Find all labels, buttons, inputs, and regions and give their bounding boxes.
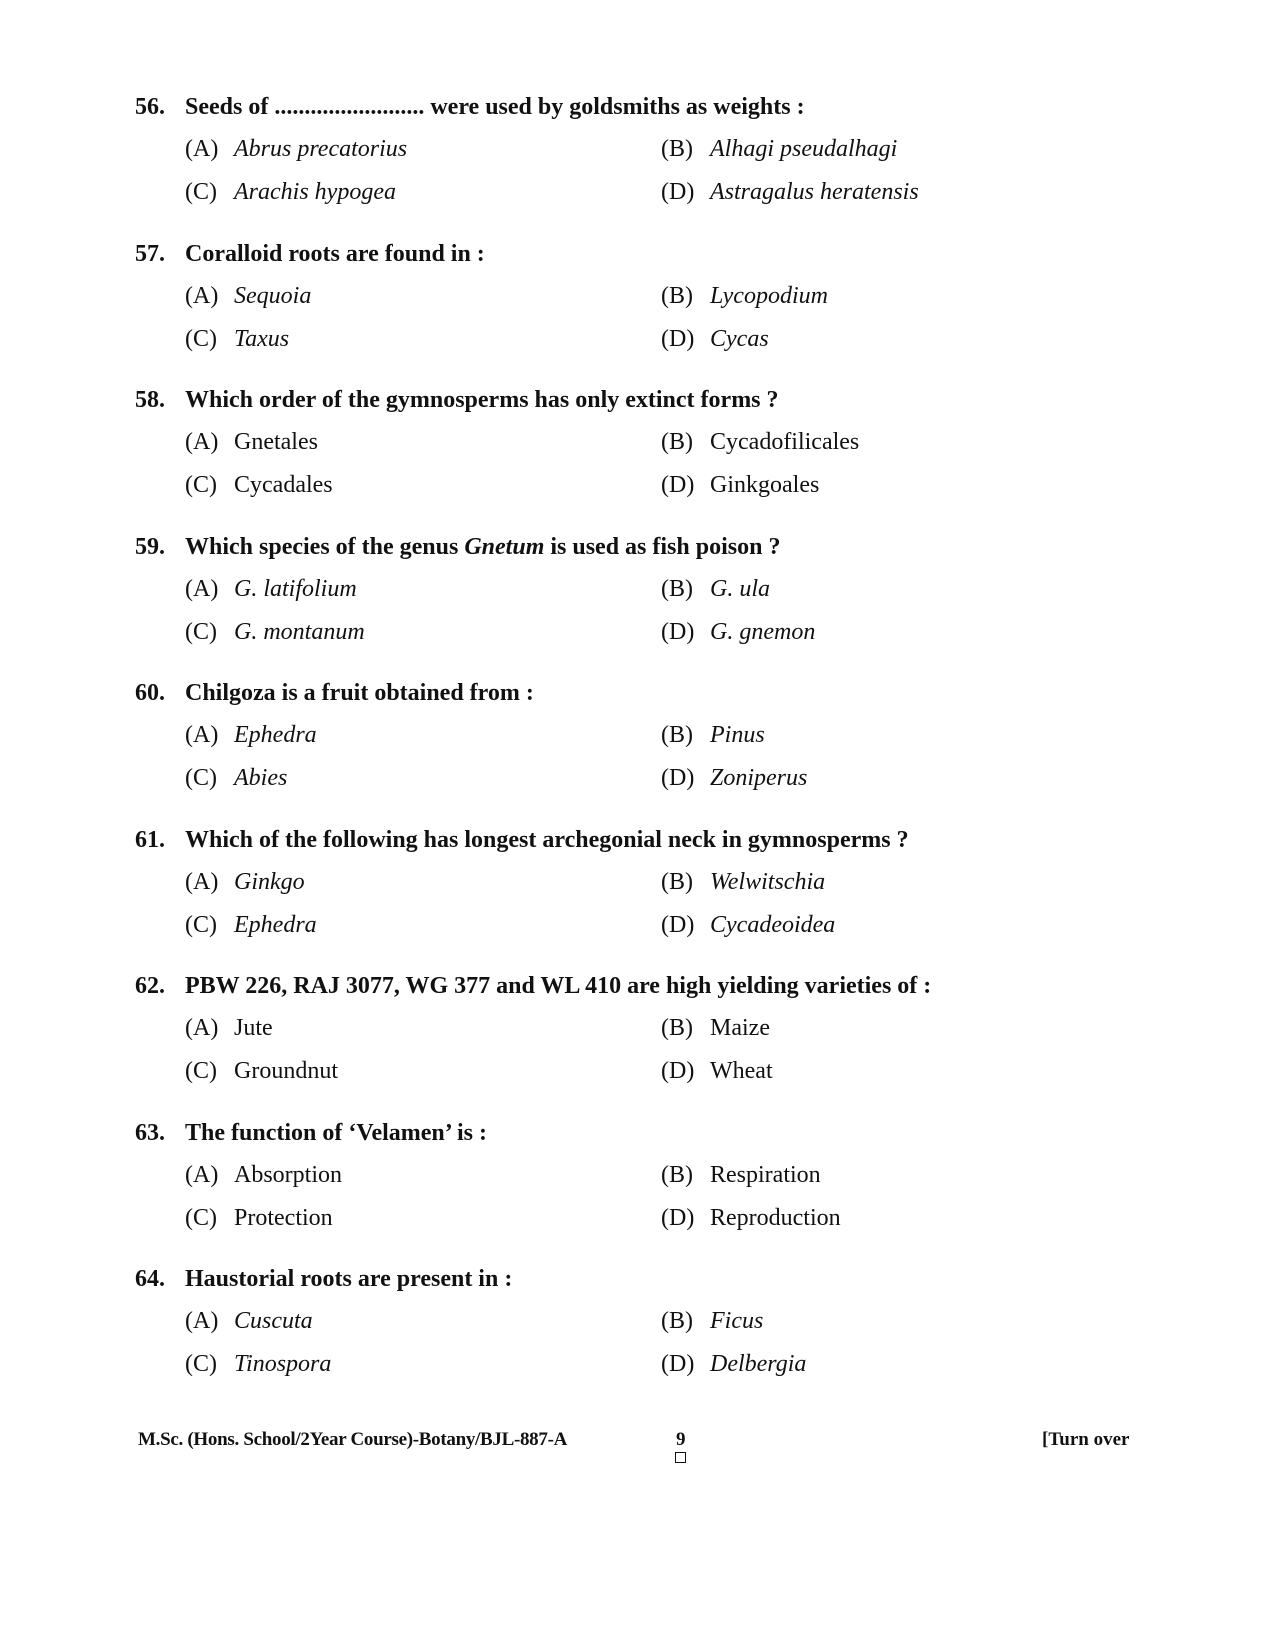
option-d — [661, 1349, 806, 1379]
question-stem — [135, 532, 780, 562]
option-text: Abies — [234, 765, 288, 791]
option-label: (B) — [661, 868, 693, 895]
option-a — [185, 427, 318, 457]
option-text: Welwitschia — [710, 868, 826, 895]
option-label: (D) — [661, 1351, 695, 1377]
option-a — [185, 134, 407, 164]
option-label: (C) — [185, 325, 217, 352]
option-label: (C) — [185, 1058, 217, 1084]
option-text: Ephedra — [234, 911, 317, 938]
question-number: 57. — [135, 240, 165, 267]
course-code: M.Sc. (Hons. School/2Year Course)-Botany/BJL-887-A — [138, 1429, 568, 1450]
question-stem — [135, 1118, 487, 1148]
option-c — [185, 617, 365, 647]
option-a — [185, 574, 357, 604]
option-label: (C) — [185, 618, 217, 645]
option-label: (D) — [661, 911, 695, 938]
option-label: (D) — [661, 179, 695, 205]
question-stem — [135, 385, 779, 415]
question-text-before: Which species of the genus — [185, 533, 465, 560]
question-56 — [135, 92, 1175, 239]
option-b — [661, 427, 859, 457]
option-b — [661, 1306, 763, 1336]
question-text: Haustorial roots are present in : — [185, 1266, 513, 1292]
question-number: 60. — [135, 680, 165, 706]
option-b — [661, 720, 765, 750]
option-text: Wheat — [710, 1058, 773, 1084]
question-number: 64. — [135, 1266, 165, 1292]
option-text: Cycas — [710, 325, 769, 352]
option-a — [185, 281, 311, 311]
option-text: Jute — [234, 1015, 273, 1041]
option-b — [661, 281, 828, 311]
option-text: Gnetales — [234, 429, 318, 455]
question-text: Seeds of ......................... were used by goldsmiths as weights : — [185, 94, 805, 120]
option-b — [661, 1160, 821, 1190]
option-a — [185, 1013, 273, 1043]
page-number: 9 — [676, 1429, 686, 1450]
option-text: Alhagi pseudalhagi — [710, 136, 898, 162]
question-63 — [135, 1118, 1175, 1265]
option-label: (A) — [185, 575, 219, 602]
question-number: 62. — [135, 973, 165, 999]
question-text: PBW 226, RAJ 3077, WG 377 and WL 410 are high yielding varieties of : — [185, 973, 932, 999]
option-label: (B) — [661, 429, 693, 455]
option-label: (C) — [185, 1204, 217, 1231]
option-d — [661, 177, 919, 207]
question-64 — [135, 1264, 1175, 1411]
option-label: (D) — [661, 472, 695, 498]
option-label: (A) — [185, 722, 219, 748]
question-number: 63. — [135, 1119, 165, 1146]
option-c — [185, 177, 396, 207]
option-text: Delbergia — [710, 1351, 807, 1377]
question-stem — [135, 971, 931, 1001]
option-label: (B) — [661, 1015, 693, 1041]
option-text: G. ula — [710, 575, 770, 602]
option-text: Maize — [710, 1015, 770, 1041]
question-58 — [135, 385, 1175, 532]
question-text-after: is used as fish poison ? — [544, 533, 781, 560]
question-number: 56. — [135, 94, 165, 120]
question-text: Chilgoza is a fruit obtained from : — [185, 680, 534, 706]
option-text: Ephedra — [234, 722, 317, 748]
option-a — [185, 1306, 313, 1336]
option-text: Taxus — [234, 325, 290, 352]
option-text: Reproduction — [710, 1204, 841, 1231]
option-text: Ginkgoales — [710, 472, 820, 498]
option-c — [185, 470, 333, 500]
option-label: (A) — [185, 282, 219, 309]
turn-over-note: [Turn over — [1042, 1429, 1130, 1450]
option-c — [185, 910, 317, 940]
option-text: Tinospora — [234, 1351, 332, 1377]
option-c — [185, 1056, 338, 1086]
question-61 — [135, 825, 1175, 972]
option-d — [661, 763, 807, 793]
option-text: Lycopodium — [710, 282, 828, 309]
question-stem — [135, 239, 485, 269]
option-label: (B) — [661, 1161, 693, 1188]
option-text: G. latifolium — [234, 575, 357, 602]
option-text: Abrus precatorius — [234, 136, 408, 162]
option-label: (B) — [661, 575, 693, 602]
option-d — [661, 1203, 841, 1233]
option-text: Pinus — [710, 722, 765, 748]
option-label: (B) — [661, 722, 693, 748]
option-text: G. montanum — [234, 618, 365, 645]
option-label: (A) — [185, 429, 219, 455]
question-60 — [135, 678, 1175, 825]
option-b — [661, 574, 770, 604]
question-text: Which order of the gymnosperms has only extinct forms ? — [185, 387, 779, 413]
question-stem — [135, 825, 909, 855]
option-label: (A) — [185, 1015, 219, 1041]
option-d — [661, 910, 835, 940]
option-text: G. gnemon — [710, 618, 816, 645]
option-label: (A) — [185, 136, 219, 162]
option-label: (C) — [185, 765, 217, 791]
question-number: 61. — [135, 826, 165, 853]
option-label: (A) — [185, 868, 219, 895]
option-label: (B) — [661, 136, 693, 162]
option-d — [661, 324, 769, 354]
option-b — [661, 867, 825, 897]
option-label: (C) — [185, 179, 217, 205]
question-text: The function of ‘Velamen’ is : — [185, 1119, 487, 1146]
question-stem — [135, 92, 805, 122]
option-label: (D) — [661, 618, 695, 645]
option-text: Ficus — [710, 1308, 764, 1334]
option-text: Arachis hypogea — [234, 179, 396, 205]
option-label: (D) — [661, 765, 695, 791]
genus-name: Gnetum — [464, 533, 545, 560]
option-c — [185, 763, 287, 793]
option-text: Groundnut — [234, 1058, 338, 1084]
question-text: Which of the following has longest archegonial neck in gymnosperms ? — [185, 826, 909, 853]
question-text: Coralloid roots are found in : — [185, 240, 485, 267]
option-a — [185, 720, 317, 750]
option-d — [661, 470, 819, 500]
option-label: (D) — [661, 1058, 695, 1084]
option-c — [185, 1349, 331, 1379]
option-b — [661, 1013, 770, 1043]
option-label: (D) — [661, 1204, 695, 1231]
option-label: (C) — [185, 472, 217, 498]
option-text: Cuscuta — [234, 1308, 313, 1334]
option-text: Ginkgo — [234, 868, 305, 895]
question-62 — [135, 971, 1175, 1118]
option-a — [185, 1160, 342, 1190]
question-57 — [135, 239, 1175, 386]
option-label: (A) — [185, 1308, 219, 1334]
option-text: Astragalus heratensis — [710, 179, 919, 205]
option-label: (C) — [185, 911, 217, 938]
question-list — [135, 92, 1175, 1411]
option-text: Cycadeoidea — [710, 911, 836, 938]
question-number: 59. — [135, 533, 165, 560]
option-a — [185, 867, 305, 897]
option-label: (A) — [185, 1161, 219, 1188]
question-59 — [135, 532, 1175, 679]
option-label: (C) — [185, 1351, 217, 1377]
option-text: Absorption — [234, 1161, 342, 1188]
question-stem — [135, 678, 534, 708]
option-text: Cycadofilicales — [710, 429, 860, 455]
option-text: Sequoia — [234, 282, 312, 309]
option-label: (B) — [661, 282, 693, 309]
question-stem — [135, 1264, 512, 1294]
option-label: (D) — [661, 325, 695, 352]
option-text: Cycadales — [234, 472, 333, 498]
option-c — [185, 1203, 333, 1233]
option-b — [661, 134, 897, 164]
option-d — [661, 617, 815, 647]
option-text: Protection — [234, 1204, 333, 1231]
option-c — [185, 324, 289, 354]
option-label: (B) — [661, 1308, 693, 1334]
option-text: Respiration — [710, 1161, 821, 1188]
option-text: Zoniperus — [710, 765, 808, 791]
option-d — [661, 1056, 773, 1086]
end-square-icon — [675, 1452, 686, 1463]
question-text — [185, 534, 780, 560]
question-number: 58. — [135, 387, 165, 413]
